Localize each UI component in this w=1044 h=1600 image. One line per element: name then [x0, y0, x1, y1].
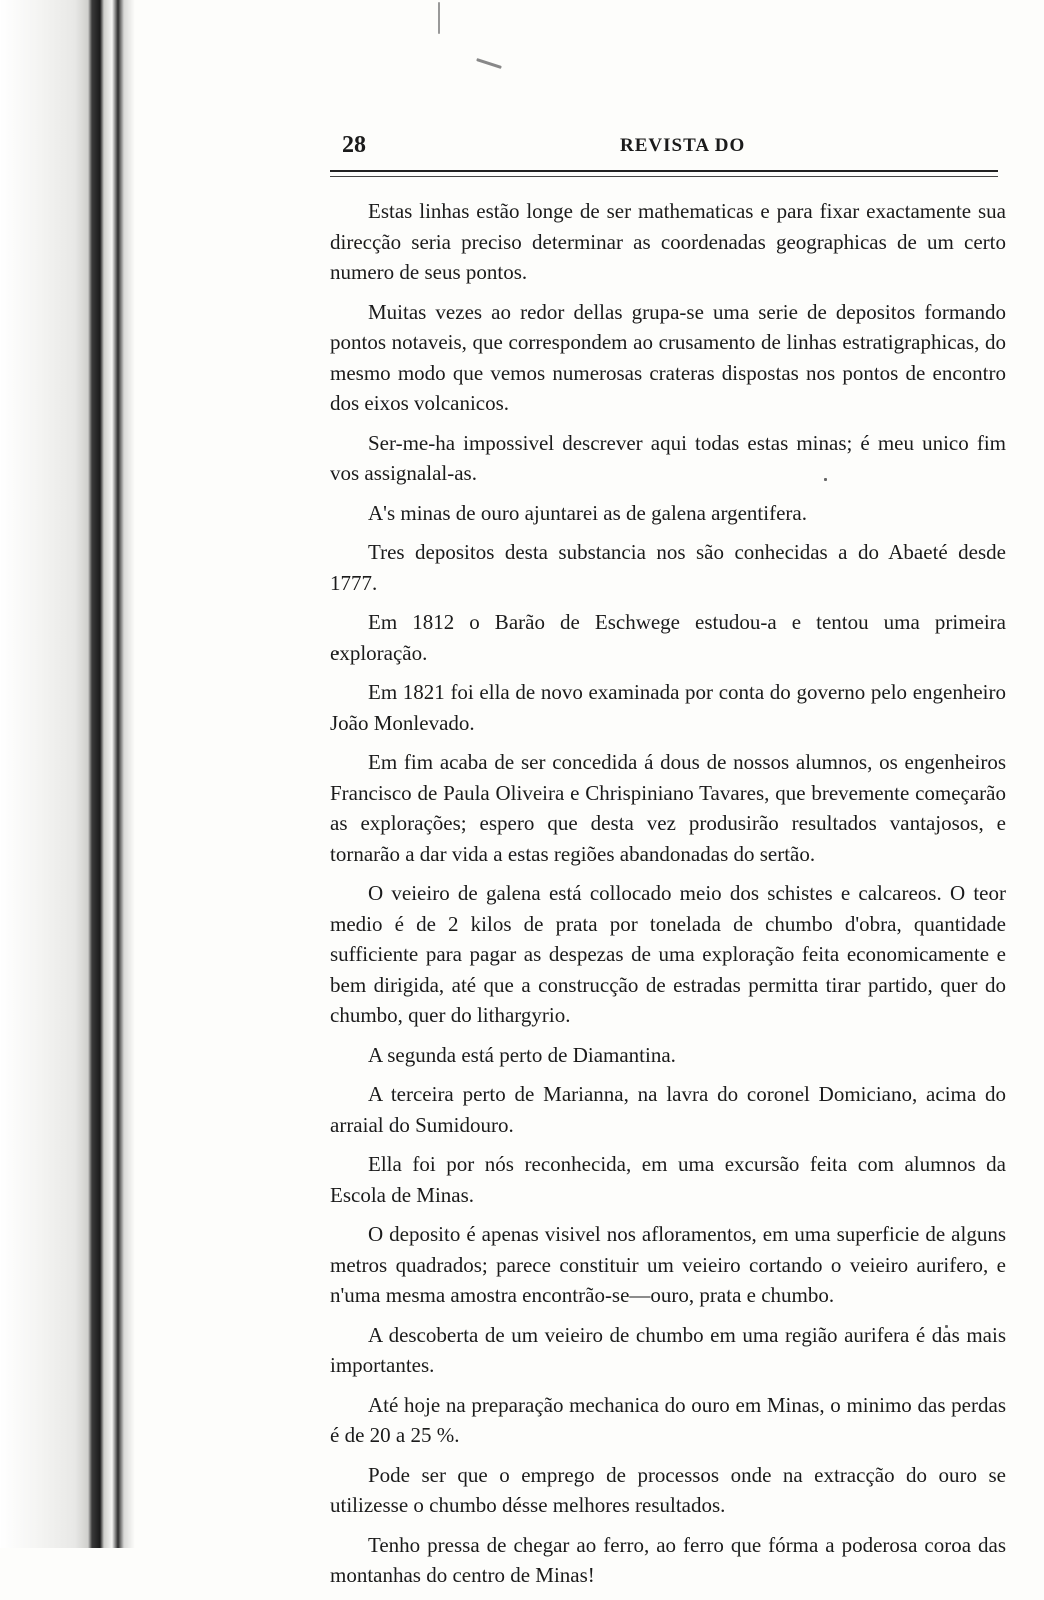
paragraph: Até hoje na preparação mechanica do ouro em Minas, o minimo das perdas é de 20 a 25 %.: [330, 1392, 1006, 1447]
paragraph: A terceira perto de Marianna, na lavra do coronel Domiciano, acima do arraial do Sumidouro.: [330, 1082, 1006, 1137]
print-speck: [438, 2, 440, 34]
print-speck: [476, 58, 502, 69]
body-text: [330, 196, 1006, 1600]
paragraph: Estas linhas estão longe de ser mathematicas e para fixar exactamente sua direcção seria preciso determinar as coordenadas geographicas de um certo numero de seus pontos.: [330, 199, 1006, 284]
paragraph: A descoberta de um veieiro de chumbo em uma região aurifera é das mais importantes.: [330, 1322, 1006, 1377]
paragraph: Ser-me-ha impossivel descrever aqui todas estas minas; é meu unico fim vos assignalal-as.: [330, 430, 1006, 485]
paragraph: O deposito é apenas visivel nos afloramentos, em uma superficie de alguns metros quadrados; parece constituir um veieiro cortando o veieiro aurifero, e n'uma mesma amostra encontrão-se—ouro, prata e chumbo.: [330, 1222, 1006, 1307]
page-header: [330, 132, 998, 166]
paragraph: Ella foi por nós reconhecida, em uma excursão feita com alumnos da Escola de Minas.: [330, 1152, 1006, 1207]
paragraph: Pode ser que o emprego de processos onde na extracção do ouro se utilizesse o chumbo désse melhores resultados.: [330, 1462, 1006, 1517]
paragraph: O veieiro de galena está collocado meio dos schistes e calcareos. O teor medio é de 2 kilos de prata por tonelada de chumbo d'obra, quantidade sufficiente para pagar as despezas de uma exploração feita economicamente e bem dirigida, até que a construcção de estradas permitta tirar partido, quer do chumbo, quer do lithargyrio.: [330, 881, 1006, 1027]
paragraph: A segunda está perto de Diamantina.: [368, 1042, 676, 1067]
header-rule: [330, 170, 998, 177]
paragraph: Em 1821 foi ella de novo examinada por conta do governo pelo engenheiro João Monlevado.: [330, 680, 1006, 735]
paragraph: Tenho pressa de chegar ao ferro, ao ferro que fórma a poderosa coroa das montanhas do centro de Minas!: [330, 1532, 1006, 1587]
running-head: REVISTA DO: [620, 135, 746, 156]
paragraph: Em 1812 o Barão de Eschwege estudou-a e tentou uma primeira exploração.: [330, 610, 1006, 665]
paragraph: A's minas de ouro ajuntarei as de galena argentifera.: [368, 500, 807, 525]
paragraph: Tres depositos desta substancia nos são conhecidas a do Abaeté desde 1777.: [330, 540, 1006, 595]
paragraph: Muitas vezes ao redor dellas grupa-se uma serie de depositos formando pontos notaveis, que correspondem ao crusamento de linhas estratigraphicas, do mesmo modo que vemos numerosas crateras dispostas nos pontos de encontro dos eixos volcanicos.: [330, 299, 1006, 415]
page-number: 28: [342, 132, 366, 158]
book-binding-shadow: [0, 0, 135, 1548]
paragraph: Em fim acaba de ser concedida á dous de nossos alumnos, os engenheiros Francisco de Paula Oliveira e Chrispiniano Tavares, que brevemente começarão as explorações; espero que desta vez produsirão resultados vantajosos, e tornarão a dar vida a estas regiões abandonadas do sertão.: [330, 750, 1006, 866]
